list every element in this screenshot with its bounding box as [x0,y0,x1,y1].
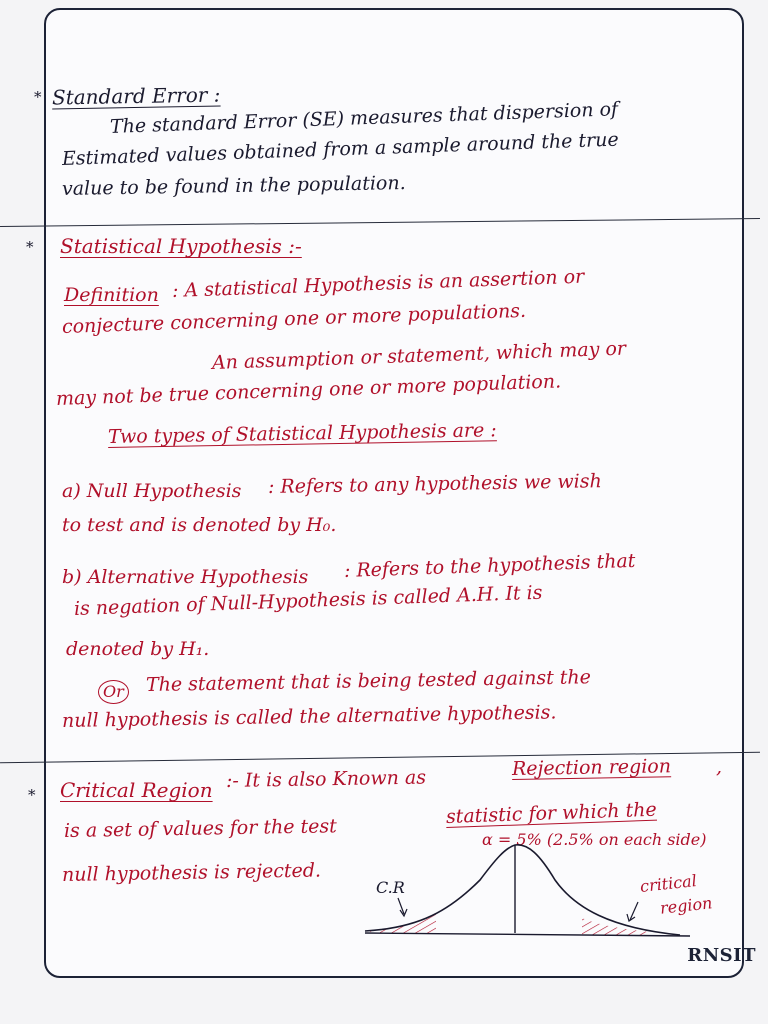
rejection-region-term: Rejection region [511,755,672,780]
cr-label: C.R [376,878,405,897]
bullet-star: * [34,88,42,106]
or-line-2: null hypothesis is called the alternative hypothesis. [61,701,557,732]
or-circle-mark: Or [98,680,129,704]
alternative-hypothesis-line-2: is negation of Null-Hypothesis is called A.H. It is [73,581,543,620]
types-heading: Two types of Statistical Hypothesis are : [107,419,497,448]
bullet-star: * [26,238,34,256]
alternative-hypothesis-text: : Refers to the hypothesis that [343,549,636,582]
standard-error-line-2: Estimated values obtained from a sample around the true [61,128,619,170]
definition-label: Definition [64,284,159,306]
rnsit-logo: RNSIT [687,945,756,966]
or-line-1: The statement that is being tested against the [145,666,592,696]
standard-error-line-3: value to be found in the population. [61,172,406,200]
alpha-note: α = 5% (2.5% on each side) [482,830,707,849]
definition-line-4: may not be true concerning one or more population. [55,370,562,410]
alternative-hypothesis-line-3: denoted by H₁. [66,638,210,660]
null-hypothesis-text: : Refers to any hypothesis we wish [267,470,602,498]
alternative-hypothesis-label: b) Alternative Hypothesis [62,566,309,588]
critical-region-comma: , [716,756,723,778]
standard-error-line-1: The standard Error (SE) measures that dispersion of [109,98,619,138]
null-hypothesis-label: a) Null Hypothesis [62,480,242,502]
right-critical-region [582,918,650,935]
statistical-hypothesis-heading: Statistical Hypothesis :- [60,234,302,258]
critical-label-1: critical [639,871,698,896]
critical-label-2: region [659,893,714,918]
null-hypothesis-line-2: to test and is denoted by H₀. [62,514,337,536]
bell-curve [365,845,680,935]
definition-line-2: conjecture concerning one or more populations. [61,299,527,338]
definition-line-3: An assumption or statement, which may or [211,337,627,374]
standard-error-heading: Standard Error : [51,82,221,110]
definition-text: : A statistical Hypothesis is an assertion or [171,265,585,302]
critical-region-text: :- It is also Known as [225,766,427,792]
critical-region-line-2a: is a set of values for the test [63,815,337,842]
critical-region-line-2b: statistic for which the [445,798,658,828]
critical-region-heading: Critical Region [60,778,213,802]
normal-curve-sketch [360,840,740,950]
critical-region-line-3: null hypothesis is rejected. [61,859,322,886]
bullet-star: * [28,786,36,804]
